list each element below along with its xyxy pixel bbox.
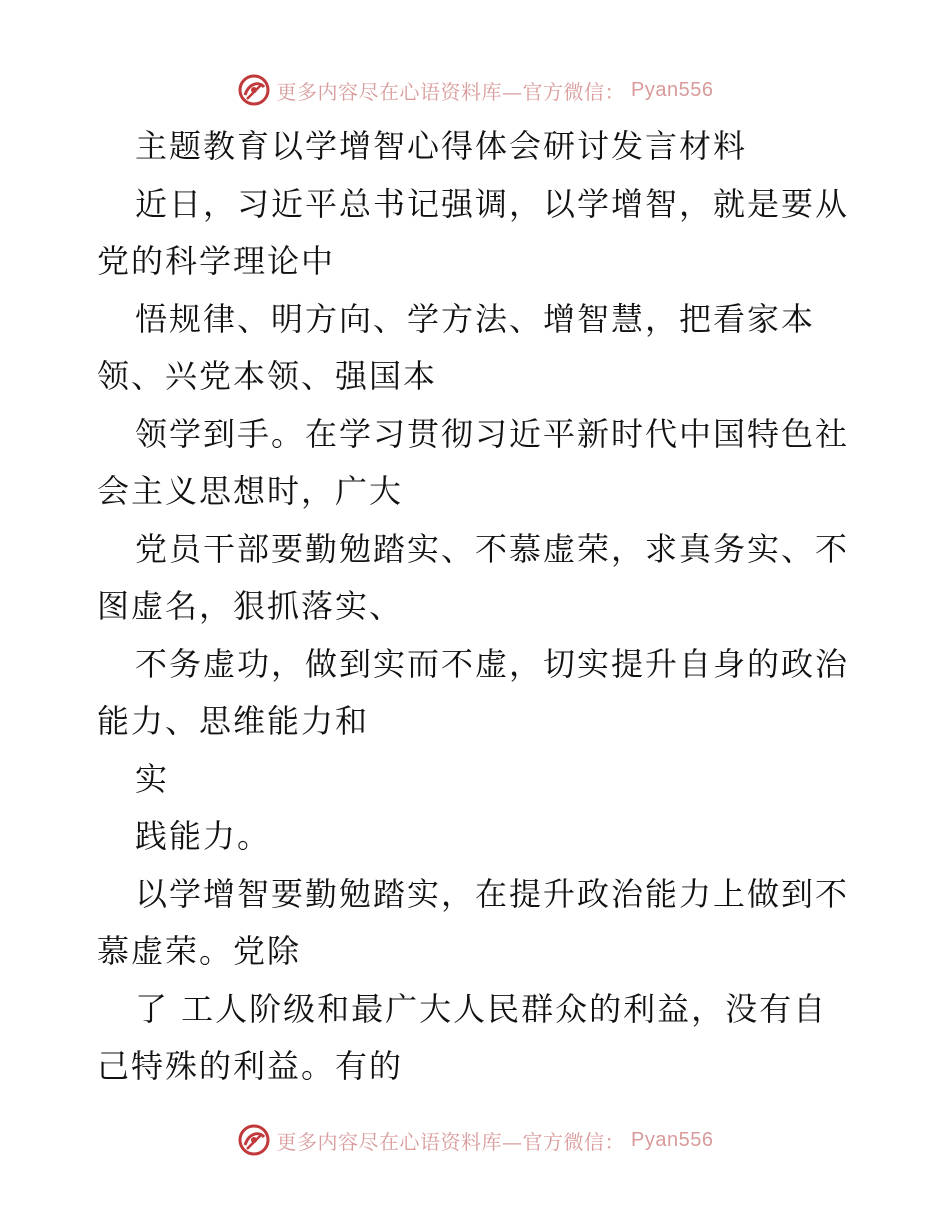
document-body: [97, 118, 857, 1096]
text-line: 实: [135, 759, 170, 798]
text-line: 近日，习近平总书记强调，以学增智，就是要从: [135, 184, 850, 223]
text-line: 图虚名，狠抓落实、: [97, 587, 404, 625]
header-wechat-id: Pyan556: [631, 78, 714, 101]
text-line: 会主义思想时，广大: [97, 472, 404, 510]
text-line: 党的科学理论中: [97, 242, 336, 280]
header-watermark: [0, 70, 950, 110]
text-line: 践能力。: [135, 817, 272, 855]
text-line: 悟规律、明方向、学方法、增智慧，把看家本: [135, 299, 816, 338]
footer-watermark-text: 更多内容尽在心语资料库—官方微信：: [276, 1129, 626, 1154]
footer-watermark: [0, 1120, 950, 1160]
red-swirl-logo-icon: [237, 73, 271, 107]
text-line: 能力、思维能力和: [97, 702, 370, 740]
text-line: 党员干部要勤勉踏实、不慕虚荣，求真务实、不: [135, 529, 850, 568]
text-line: 己特殊的利益。有的: [97, 1047, 404, 1085]
text-line: 了 工人阶级和最广大人民群众的利益，没有自: [135, 989, 828, 1028]
text-line: 慕虚荣。党除: [97, 932, 302, 970]
text-line: 领学到手。在学习贯彻习近平新时代中国特色社: [135, 414, 850, 453]
text-line: 不务虚功，做到实而不虚，切实提升自身的政治: [135, 644, 850, 683]
red-swirl-logo-icon: [237, 1123, 271, 1157]
header-watermark-text: 更多内容尽在心语资料库—官方微信：: [276, 79, 626, 104]
text-line: 领、兴党本领、强国本: [97, 357, 438, 395]
document-title: 主题教育以学增智心得体会研讨发言材料: [135, 127, 748, 165]
footer-wechat-id: Pyan556: [631, 1128, 714, 1151]
text-line: 以学增智要勤勉踏实，在提升政治能力上做到不: [135, 874, 850, 913]
